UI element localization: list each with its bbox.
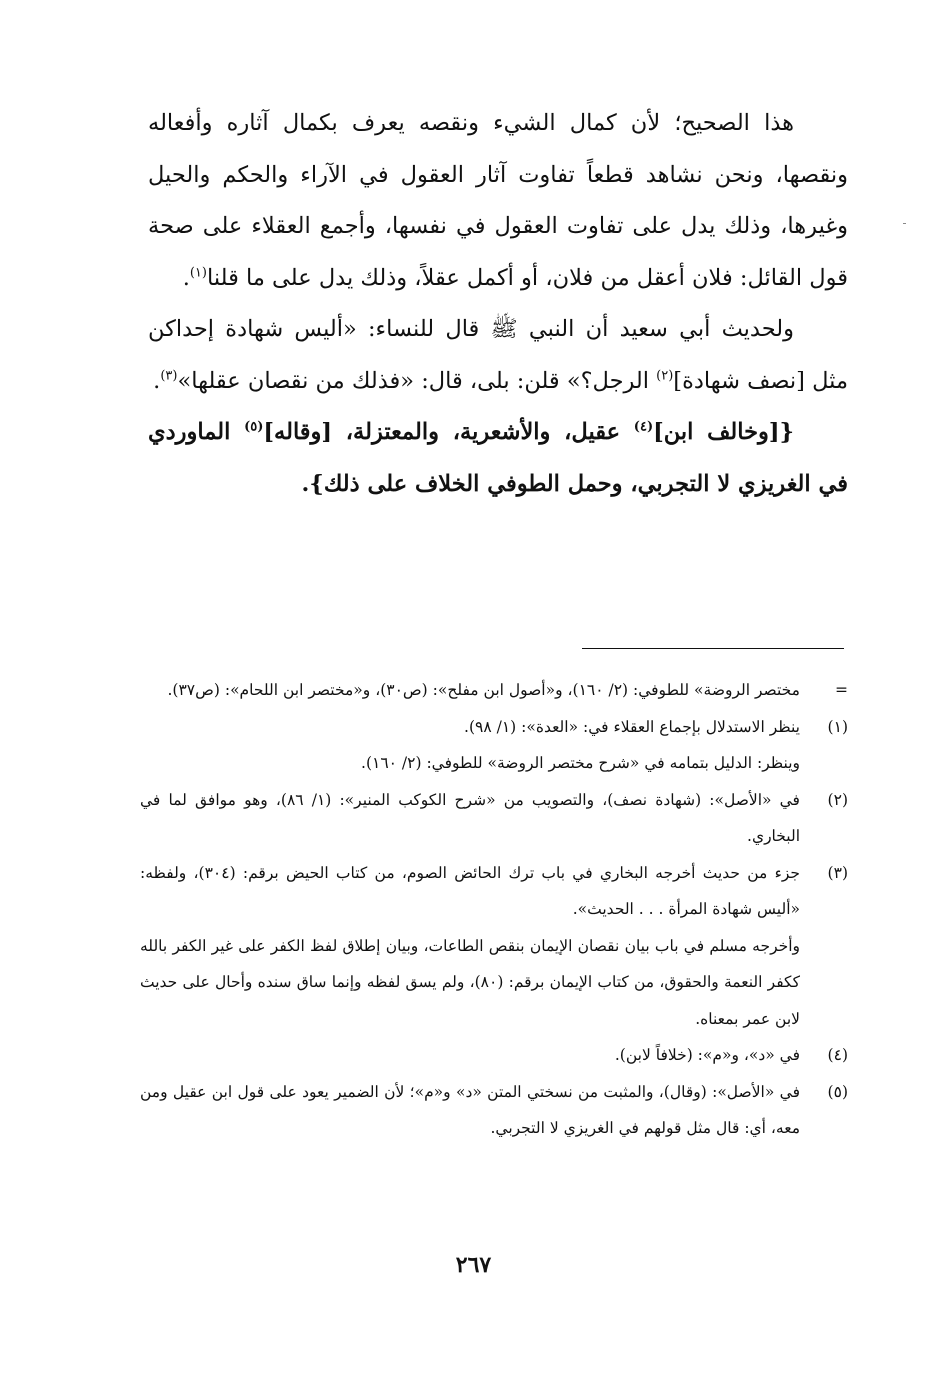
footnote-ref-5[interactable]: (٥) xyxy=(244,419,264,435)
paragraph-1: هذا الصحيح؛ لأن كمال الشيء ونقصه يعرف بكمال آثاره وأفعاله ونقصها، ونحن نشاهد قطعاً تفاوت آثار العقول في الآراء والحكم والحيل وغيرها، وذلك يدل على تفاوت العقول في نفسها، وأجمع العقلاء على صحة قول القائل: فلان أعقل من فلان، أو أكمل عقلاً، وذلك يدل على ما قلنا$^{(١)}$. xyxy=(148,110,848,291)
footnote-number: (٤) xyxy=(827,1046,848,1064)
footnote-separator xyxy=(582,648,844,649)
footnote-ref-1[interactable]: (١) xyxy=(189,265,207,280)
footnote-3-continued: وأخرجه مسلم في باب بيان نقصان الإيمان بنقص الطاعات، وبيان إطلاق لفظ الكفر على غير الكفر بالله ككفر النعمة والحقوق، من كتاب الإيمان برقم: (٨٠)، ولم يسق لفظه وإنما ساق سنده وأحال على حديث لابن عمر بمعناه. xyxy=(140,936,800,1028)
footnote-ref-2[interactable]: (٢) xyxy=(656,368,674,383)
footnote-number: (٣) xyxy=(827,863,848,882)
footnote-ref-4[interactable]: (٤) xyxy=(633,419,654,435)
footnote-1-continued: وينظر: الدليل بتمامه في «شرح مختصر الروضة» للطوفي: (٢/ ١٦٠). xyxy=(361,754,800,772)
footnote-3: (٣) جزء من حديث أخرجه البخاري في باب ترك الحائض الصوم، من كتاب الحيض برقم: (٣٠٤)، ولفظه: «أليس شهادة المرأة . . . الحديث». xyxy=(140,855,848,928)
footnote-number: (١) xyxy=(827,717,848,736)
margin-mark xyxy=(903,223,906,224)
footnote-number: (٢) xyxy=(827,790,848,809)
main-text xyxy=(148,98,848,510)
continuation-mark: = xyxy=(835,681,848,699)
footnote-ref-3[interactable]: (٣) xyxy=(160,368,178,383)
footnote-2: (٢) في «الأصل»: (شهادة نصف)، والتصويب من «شرح الكوكب المنير»: (١/ ٨٦)، وهو موافق لما في البخاري. xyxy=(140,782,848,855)
footnote-4: (٤) في «د»، و«م»: (خلافاً لابن). xyxy=(140,1037,848,1074)
footnote-5: (٥) في «الأصل»: (وقال)، والمثبت من نسختي المتن «د» و«م»؛ لأن الضمير يعود على قول ابن عقيل ومن معه، أي: قال مثل قولهم في الغريزي لا التجربي. xyxy=(140,1074,848,1147)
footnote-number: (٥) xyxy=(827,1082,848,1101)
page-number: ٢٦٧ xyxy=(455,1252,492,1278)
paragraph-2: ولحديث أبي سعيد أن النبي ﷺ قال للنساء: «أليس شهادة إحداكن مثل [نصف شهادة]$^{(٢)}$ الرجل؟» قلن: بلى، قال: «فذلك من نقصان عقلها»$^{(٣)}$. xyxy=(148,316,848,394)
paragraph-3: {[وخالف ابن]$^{(٤)}$ عقيل، والأشعرية، والمعتزلة، [وقاله]$^{(٥)}$ الماوردي في الغريزي لا التجربي، وحمل الطوفي الخلاف على ذلك}. xyxy=(148,419,848,497)
footnote-1: (١) ينظر الاستدلال بإجماع العقلاء في: «العدة»: (١/ ٩٨). xyxy=(140,709,848,746)
footnotes xyxy=(140,672,848,1147)
footnote-continuation: = مختصر الروضة» للطوفي: (٢/ ١٦٠)، و«أصول ابن مفلح»: (ص٣٠)، و«مختصر ابن اللحام»: (ص٣٧). xyxy=(140,672,848,709)
